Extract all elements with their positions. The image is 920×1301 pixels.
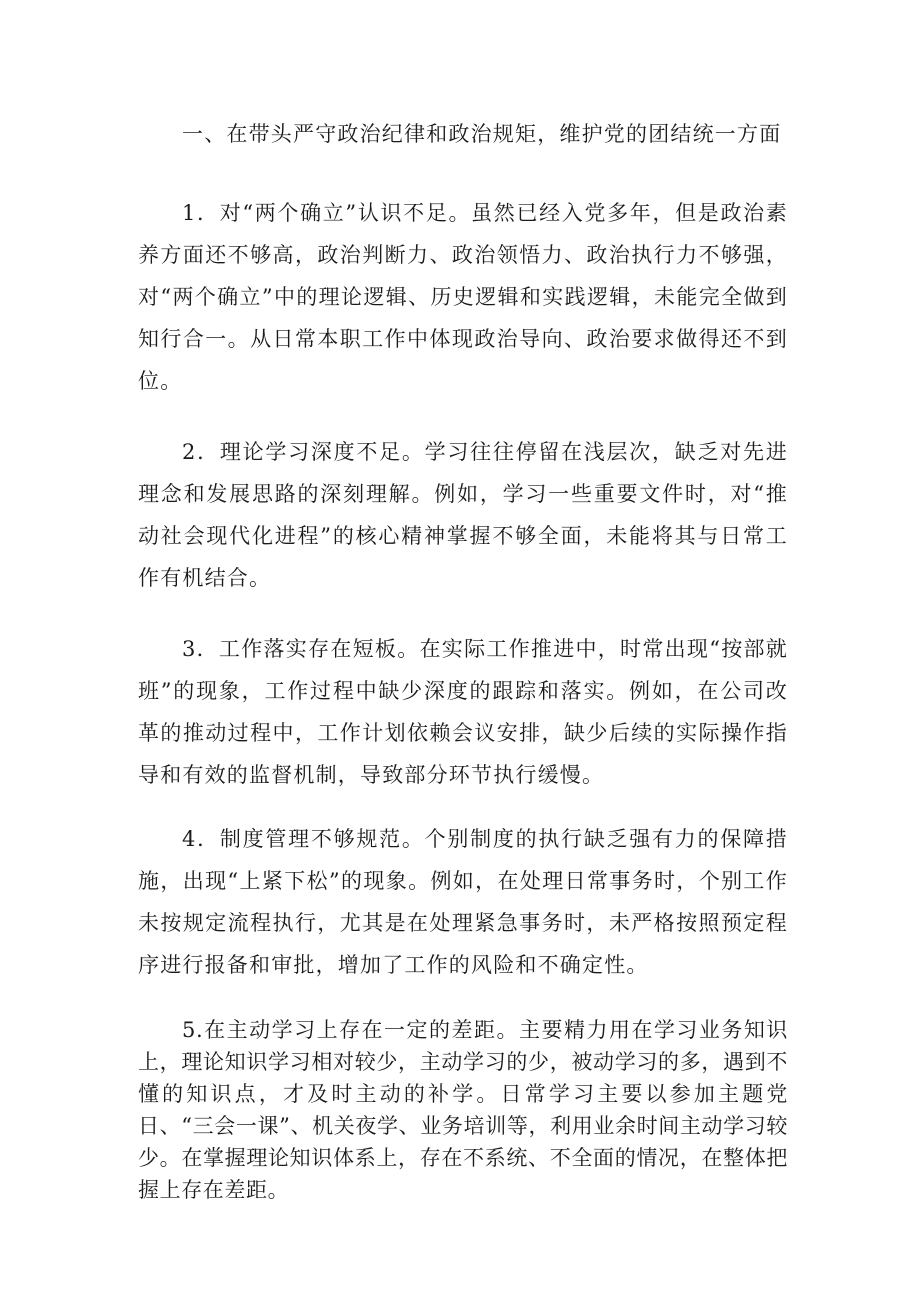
section-heading: 一、在带头严守政治纪律和政治规矩，维护党的团结统一方面 bbox=[182, 122, 782, 146]
paragraph-3: 3．工作落实存在短板。在实际工作推进中，时常出现“按部就班”的现象，工作过程中缺少深度的跟踪和落实。例如，在公司改革的推动过程中，工作计划依赖会议安排，缺少后续的实际操作指导和有效的监督机制，导致部分环节执行缓慢。 bbox=[138, 637, 788, 787]
paragraph-1: 1．对“两个确立”认识不足。虽然已经入党多年，但是政治素养方面还不够高，政治判断力、政治领悟力、政治执行力不够强，对“两个确立”中的理论逻辑、历史逻辑和实践逻辑，未能完全做到知行合一。从日常本职工作中体现政治导向、政治要求做得还不到位。 bbox=[138, 201, 788, 393]
paragraph-4: 4．制度管理不够规范。个别制度的执行缺乏强有力的保障措施，出现“上紧下松”的现象。例如，在处理日常事务时，个别工作未按规定流程执行，尤其是在处理紧急事务时，未严格按照预定程序进行报备和审批，增加了工作的风险和不确定性。 bbox=[138, 827, 788, 977]
paragraph-2: 2．理论学习深度不足。学习往往停留在浅层次，缺乏对先进理念和发展思路的深刻理解。例如，学习一些重要文件时，对“推动社会现代化进程”的核心精神掌握不够全面，未能将其与日常工作有机结合。 bbox=[138, 440, 788, 590]
paragraph-5: 5.在主动学习上存在一定的差距。主要精力用在学习业务知识上，理论知识学习相对较少，主动学习的少，被动学习的多，遇到不懂的知识点，才及时主动的补学。日常学习主要以参加主题党日、“三会一课”、机关夜学、业务培训等，利用业余时间主动学习较少。在掌握理论知识体系上，存在不系统、不全面的情况，在整体把握上存在差距。 bbox=[138, 1018, 788, 1202]
